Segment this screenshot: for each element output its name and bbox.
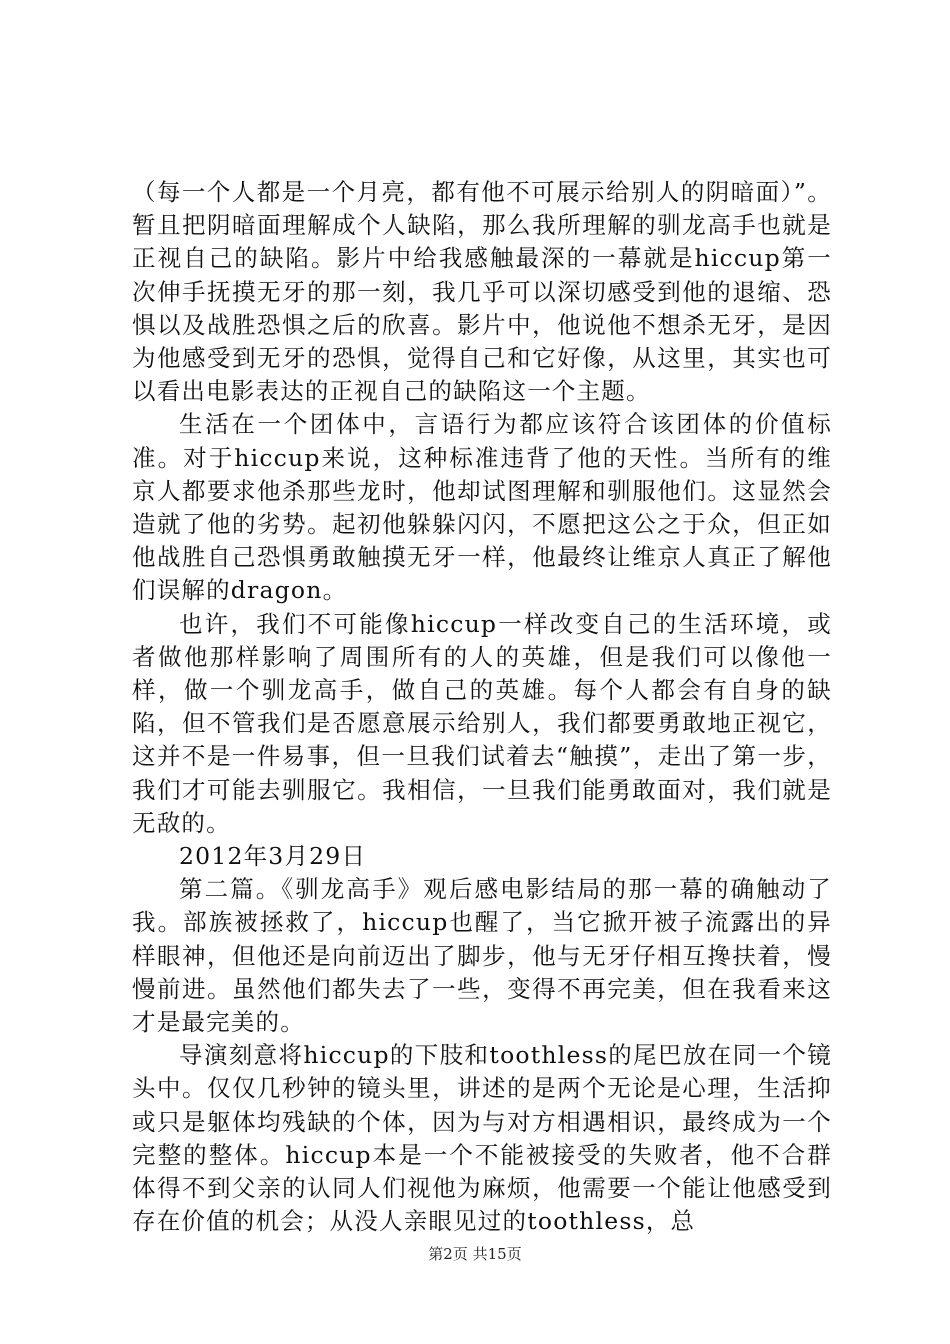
date-line: 2012年3月29日 xyxy=(179,842,367,871)
document-body xyxy=(132,176,832,1239)
paragraph-1: （每一个人都是一个月亮，都有他不可展示给别人的阴暗面）”。暂且把阴暗面理解成个人缺陷，那么我所理解的驯龙高手也就是正视自己的缺陷。影片中给我感触最深的一幕就是hiccup第一次伸手抚摸无牙的那一刻，我几乎可以深切感受到他的退缩、恐惧以及战胜恐惧之后的欣喜。影片中，他说他不想杀无牙，是因为他感受到无牙的恐惧，觉得自己和它好像，从这里，其实也可以看出电影表达的正视自己的缺陷这一个主题。 xyxy=(132,178,832,406)
paragraph-2: 生活在一个团体中，言语行为都应该符合该团体的价值标准。对于hiccup来说，这种标准违背了他的天性。当所有的维京人都要求他杀那些龙时，他却试图理解和驯服他们。这显然会造就了他的劣势。起初他躲躲闪闪，不愿把这公之于众，但正如他战胜自己恐惧勇敢触摸无牙一样，他最终让维京人真正了解他们误解的dragon。 xyxy=(132,410,832,605)
paragraph-3: 也许，我们不可能像hiccup一样改变自己的生活环境，或者做他那样影响了周围所有的人的英雄，但是我们可以像他一样，做一个驯龙高手，做自己的英雄。每个人都会有自身的缺陷，但不管我们是否愿意展示给别人，我们都要勇敢地正视它，这并不是一件易事，但一旦我们试着去“触摸”，走出了第一步，我们才可能去驯服它。我相信，一旦我们能勇敢面对，我们就是无敌的。 xyxy=(132,609,832,837)
paragraph-6: 导演刻意将hiccup的下肢和toothless的尾巴放在同一个镜头中。仅仅几秒钟的镜头里，讲述的是两个无论是心理，生活抑或只是躯体均残缺的个体，因为与对方相遇相识，最终成为一个完整的整体。hiccup本是一个不能被接受的失败者，他不合群体得不到父亲的认同人们视他为麻烦，他需要一个能让他感受到存在价值的机会；从没人亲眼见过的toothless，总 xyxy=(132,1041,832,1236)
page-number-footer: 第2页 共15页 xyxy=(428,1245,522,1263)
paragraph-5: 第二篇。《驯龙高手》观后感电影结局的那一幕的确触动了我。部族被拯救了，hiccup也醒了，当它掀开被子流露出的异样眼神，但他还是向前迈出了脚步，他与无牙仔相互搀扶着，慢慢前进。虽然他们都失去了一些，变得不再完美，但在我看来这才是最完美的。 xyxy=(132,875,832,1037)
